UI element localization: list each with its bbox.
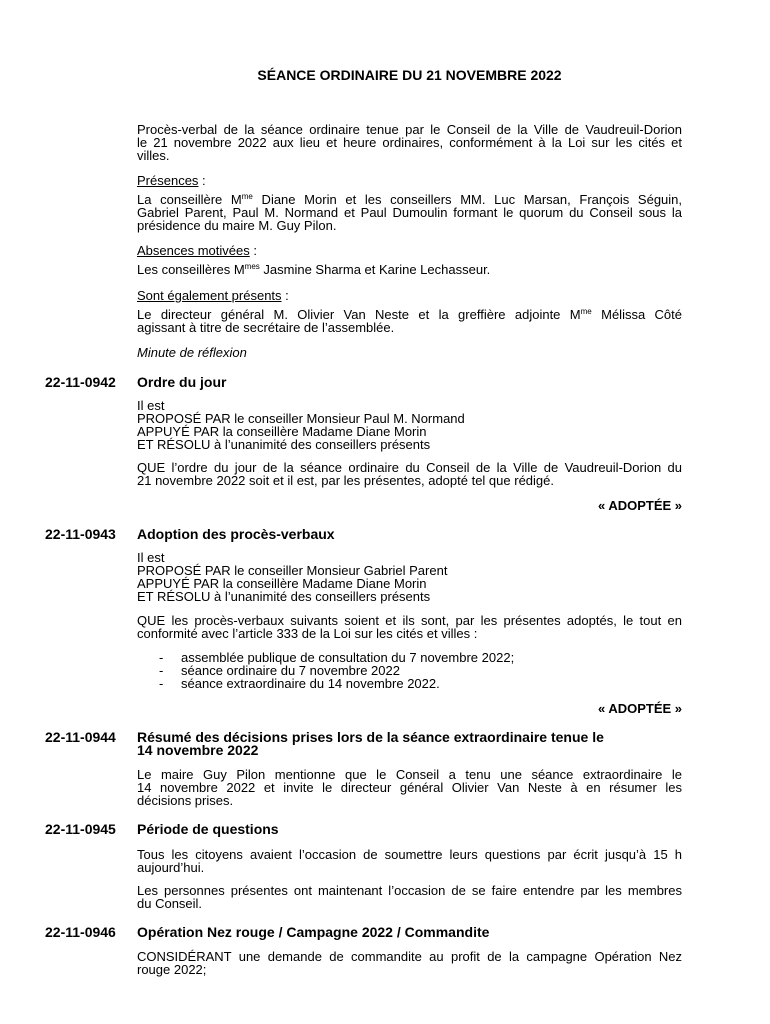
resolution-text-line: conformité avec l’article 333 de la Loi sur les cités et villes : (137, 626, 478, 641)
absences-line-text: Jasmine Sharma et Karine Lechasseur. (259, 262, 491, 277)
resolution-text-line: 14 novembre 2022 et invite le directeur général Olivier Van Neste à en résumer les (137, 780, 682, 795)
absences-line-text: Les conseillères M (137, 262, 245, 277)
resolution-text-line: du Conseil. (137, 896, 203, 911)
title-abbrev-superscript: mes (244, 262, 260, 271)
others-present-line: agissant à titre de secrétaire de l’assemblée. (137, 320, 395, 335)
absences-label-suffix: : (249, 243, 257, 258)
others-present-heading (137, 289, 682, 302)
resolution-text (137, 950, 682, 976)
others-present-line-text: Mélissa Côté (591, 307, 683, 322)
list-item-text: séance extraordinaire du 14 novembre 2022. (181, 676, 440, 691)
resolution-text (137, 461, 682, 487)
resolution-text-line: aujourd’hui. (137, 860, 205, 875)
others-present-line-text: Le directeur général M. Olivier Van Neste et la greffière adjointe M (137, 307, 581, 322)
resolution-heading: Période de questions (137, 821, 279, 837)
intro-paragraph (137, 123, 682, 162)
resolution-text-line: 21 novembre 2022 soit et il est, par les présentes, adopté tel que rédigé. (137, 473, 554, 488)
motion-line: PROPOSÉ PAR le conseiller Monsieur Paul M. Normand (137, 411, 465, 426)
presences-heading (137, 174, 682, 187)
intro-line: le 21 novembre 2022 aux lieu et heure ordinaires, conformément à la Loi sur les cités et (137, 135, 682, 150)
resolution-heading (137, 731, 682, 757)
presences-line-text: La conseillère M (137, 192, 242, 207)
presences-line-text: Diane Morin et les conseillers MM. Luc Marsan, François Séguin, (252, 192, 683, 207)
resolution-text-line: rouge 2022; (137, 962, 207, 977)
resolution-text-line: CONSIDÉRANT une demande de commandite au profit de la campagne Opération Nez (137, 949, 682, 964)
list-item-text: séance ordinaire du 7 novembre 2022 (181, 663, 400, 678)
others-present-paragraph (137, 308, 682, 334)
presences-line: présidence du maire M. Guy Pilon. (137, 218, 337, 233)
motion-block (137, 551, 682, 603)
motion-line: APPUYÉ PAR la conseillère Madame Diane Morin (137, 576, 427, 591)
list-item (137, 677, 682, 690)
motion-line: ET RÉSOLU à l’unanimité des conseillers présents (137, 589, 431, 604)
absences-line (137, 263, 682, 276)
list-bullet: - (159, 676, 164, 691)
resolution-heading-line: 14 novembre 2022 (137, 742, 259, 758)
list-bullet: - (159, 663, 164, 678)
intro-line: Procès-verbal de la séance ordinaire tenue par le Conseil de la Ville de Vaudreuil-Dorion (137, 122, 682, 137)
resolution-number: 22-11-0944 (45, 729, 116, 745)
adopted-status: « ADOPTÉE » (597, 701, 682, 716)
presences-line: Gabriel Parent, Paul M. Normand et Paul Dumoulin formant le quorum du Conseil sous la (137, 205, 682, 220)
presences-label: Présences (137, 173, 199, 188)
motion-line: PROPOSÉ PAR le conseiller Monsieur Gabriel Parent (137, 563, 448, 578)
resolution-text (137, 614, 682, 640)
presences-paragraph (137, 193, 682, 232)
resolution-text-line: Tous les citoyens avaient l’occasion de soumettre leurs questions par écrit jusqu’à 15 h (137, 847, 682, 862)
motion-line: ET RÉSOLU à l’unanimité des conseillers présents (137, 437, 431, 452)
adopted-status: « ADOPTÉE » (597, 498, 682, 513)
presences-label-suffix: : (198, 173, 206, 188)
resolution-heading-line: Résumé des décisions prises lors de la séance extraordinaire tenue le (137, 729, 604, 745)
resolution-number: 22-11-0945 (45, 821, 116, 837)
title-abbrev-superscript: me (241, 192, 253, 201)
title-abbrev-superscript: me (580, 307, 592, 316)
motion-line: APPUYÉ PAR la conseillère Madame Diane Morin (137, 424, 427, 439)
resolution-text-line: Le maire Guy Pilon mentionne que le Conseil a tenu une séance extraordinaire le (137, 767, 682, 782)
intro-line: villes. (137, 148, 170, 163)
resolution-heading: Opération Nez rouge / Campagne 2022 / Commandite (137, 924, 490, 940)
resolution-text (137, 848, 682, 874)
resolution-heading: Ordre du jour (137, 374, 227, 390)
resolution-text-line: décisions prises. (137, 793, 234, 808)
resolution-number: 22-11-0946 (45, 924, 116, 940)
reflection-note: Minute de réflexion (137, 345, 247, 360)
minutes-list (137, 651, 682, 690)
resolution-number: 22-11-0943 (45, 526, 116, 542)
others-present-label-suffix: : (281, 288, 289, 303)
others-present-label: Sont également présents (137, 288, 282, 303)
resolution-text-line: QUE les procès-verbaux suivants soient et ils sont, par les présentes adoptés, le tout en (137, 613, 682, 628)
list-bullet: - (159, 650, 164, 665)
absences-heading (137, 244, 682, 257)
motion-block (137, 399, 682, 451)
resolution-text-line: Les personnes présentes ont maintenant l’occasion de se faire entendre par les membres (137, 883, 682, 898)
resolution-text (137, 884, 682, 910)
resolution-number: 22-11-0942 (45, 374, 116, 390)
motion-line: Il est (137, 550, 165, 565)
resolution-text (137, 768, 682, 807)
motion-line: Il est (137, 398, 165, 413)
list-item-text: assemblée publique de consultation du 7 novembre 2022; (181, 650, 515, 665)
resolution-text-line: QUE l’ordre du jour de la séance ordinaire du Conseil de la Ville de Vaudreuil-Dorion du (137, 460, 682, 475)
absences-label: Absences motivées (137, 243, 250, 258)
session-title: SÉANCE ORDINAIRE DU 21 NOVEMBRE 2022 (257, 67, 562, 83)
resolution-heading: Adoption des procès-verbaux (137, 526, 335, 542)
